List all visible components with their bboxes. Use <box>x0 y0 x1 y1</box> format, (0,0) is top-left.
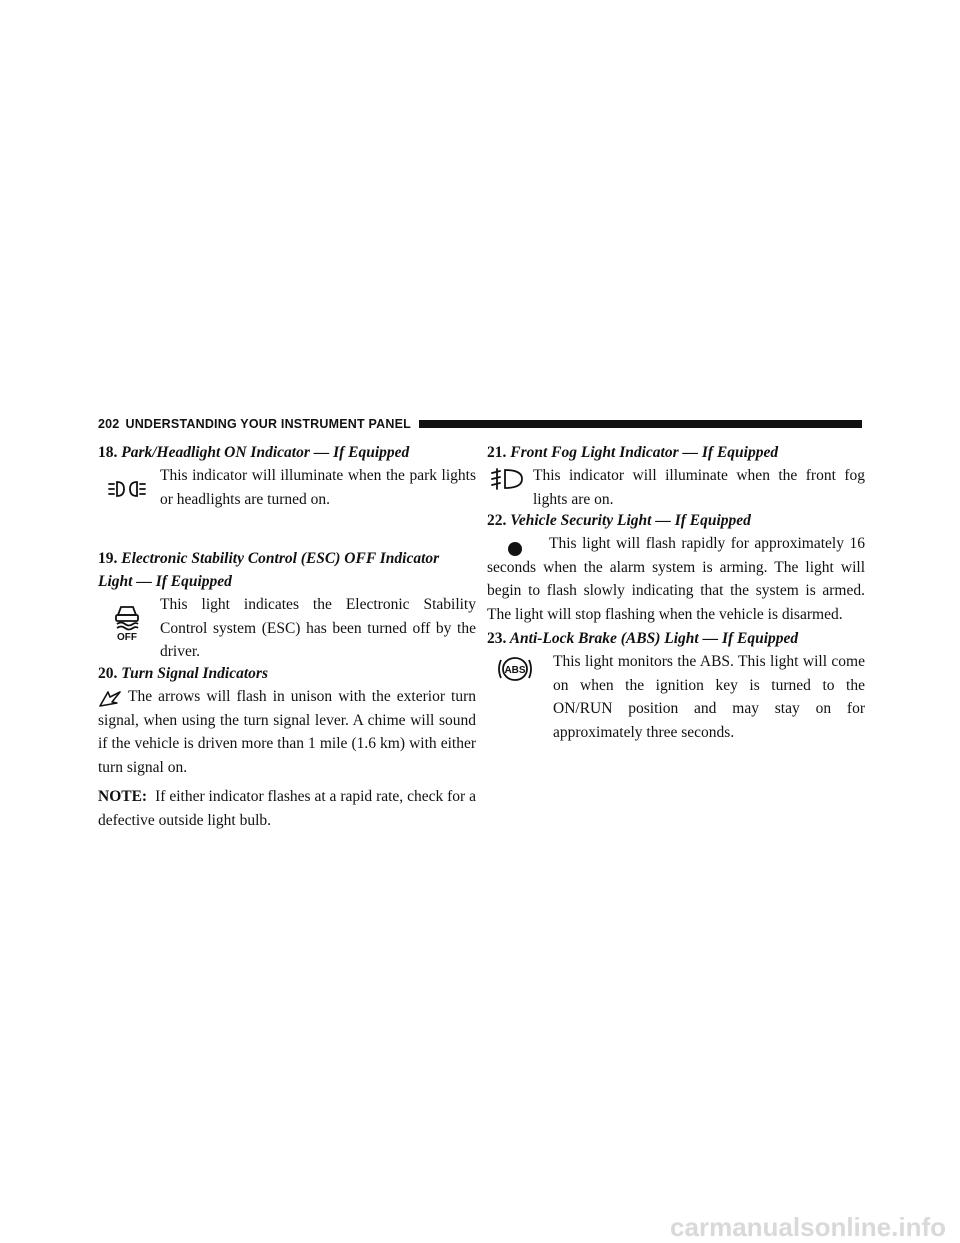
esc-off-icon <box>112 599 142 641</box>
page-number: 202 <box>98 417 120 431</box>
note-text: If either indicator flashes at a rapid rate, check for a defective outside light bulb. <box>98 788 476 829</box>
item-text: This light will flash rapidly for approximately 16 seconds when the alarm system is arming. The light will begin to flash slowly indicating that the system is armed. The light will stop flashing when the vehicle is disarmed. <box>487 535 865 623</box>
item-heading-line2: Light — If Equipped <box>98 573 232 590</box>
park-headlight-icon <box>108 479 146 499</box>
item-number: 20. <box>98 665 118 682</box>
item-number: 19. <box>98 550 118 567</box>
page-header <box>98 417 862 431</box>
item-title: Anti-Lock Brake (ABS) Light — If Equipped <box>509 630 799 647</box>
right-column <box>487 441 865 744</box>
front-fog-light-icon <box>491 467 525 491</box>
note-label: NOTE: <box>98 788 148 805</box>
item-title: Turn Signal Indicators <box>121 665 268 682</box>
item-19 <box>98 547 476 662</box>
item-number: 22. <box>487 512 507 529</box>
note <box>98 785 476 832</box>
item-heading <box>98 662 476 685</box>
esc-off-label: OFF <box>117 632 137 641</box>
item-21 <box>487 441 865 509</box>
left-column <box>98 441 476 832</box>
item-text: This light monitors the ABS. This light will come on when the ignition key is turned to the ON/RUN position and may stay on for approximately three seconds. <box>553 653 865 741</box>
turn-signal-arrow-icon <box>98 688 122 710</box>
item-number: 23. <box>487 630 507 647</box>
item-text: This indicator will illuminate when the park lights or headlights are turned on. <box>160 467 476 508</box>
item-title: Front Fog Light Indicator — If Equipped <box>510 444 779 461</box>
item-text: The arrows will flash in unison with the exterior turn signal, when using the turn signal lever. A chime will sound if the vehicle is driven more than 1 mile (1.6 km) with either turn signal on. <box>98 688 476 776</box>
item-23 <box>487 627 865 744</box>
item-heading <box>487 627 865 650</box>
watermark <box>0 1212 960 1242</box>
item-heading <box>98 547 476 570</box>
item-title: Electronic Stability Control (ESC) OFF Indicator <box>121 550 440 567</box>
header-rule <box>419 420 862 428</box>
item-heading <box>487 441 865 464</box>
item-text: This indicator will illuminate when the front fog lights are on. <box>533 467 865 508</box>
item-heading <box>487 509 865 532</box>
item-text: This light indicates the Electronic Stability Control system (ESC) has been turned off by the driver. <box>160 596 476 660</box>
item-heading <box>98 441 476 464</box>
item-title: Park/Headlight ON Indicator — If Equipped <box>121 444 410 461</box>
item-18 <box>98 441 476 547</box>
abs-icon <box>497 655 533 683</box>
watermark-text: carmanualsonline.info <box>670 1211 946 1242</box>
item-22 <box>487 509 865 627</box>
abs-label: ABS <box>504 665 526 676</box>
item-number: 18. <box>98 444 118 461</box>
item-20 <box>98 662 476 785</box>
section-title: UNDERSTANDING YOUR INSTRUMENT PANEL <box>125 417 411 431</box>
item-title: Vehicle Security Light — If Equipped <box>510 512 751 529</box>
security-light-icon <box>507 541 523 557</box>
item-number: 21. <box>487 444 507 461</box>
